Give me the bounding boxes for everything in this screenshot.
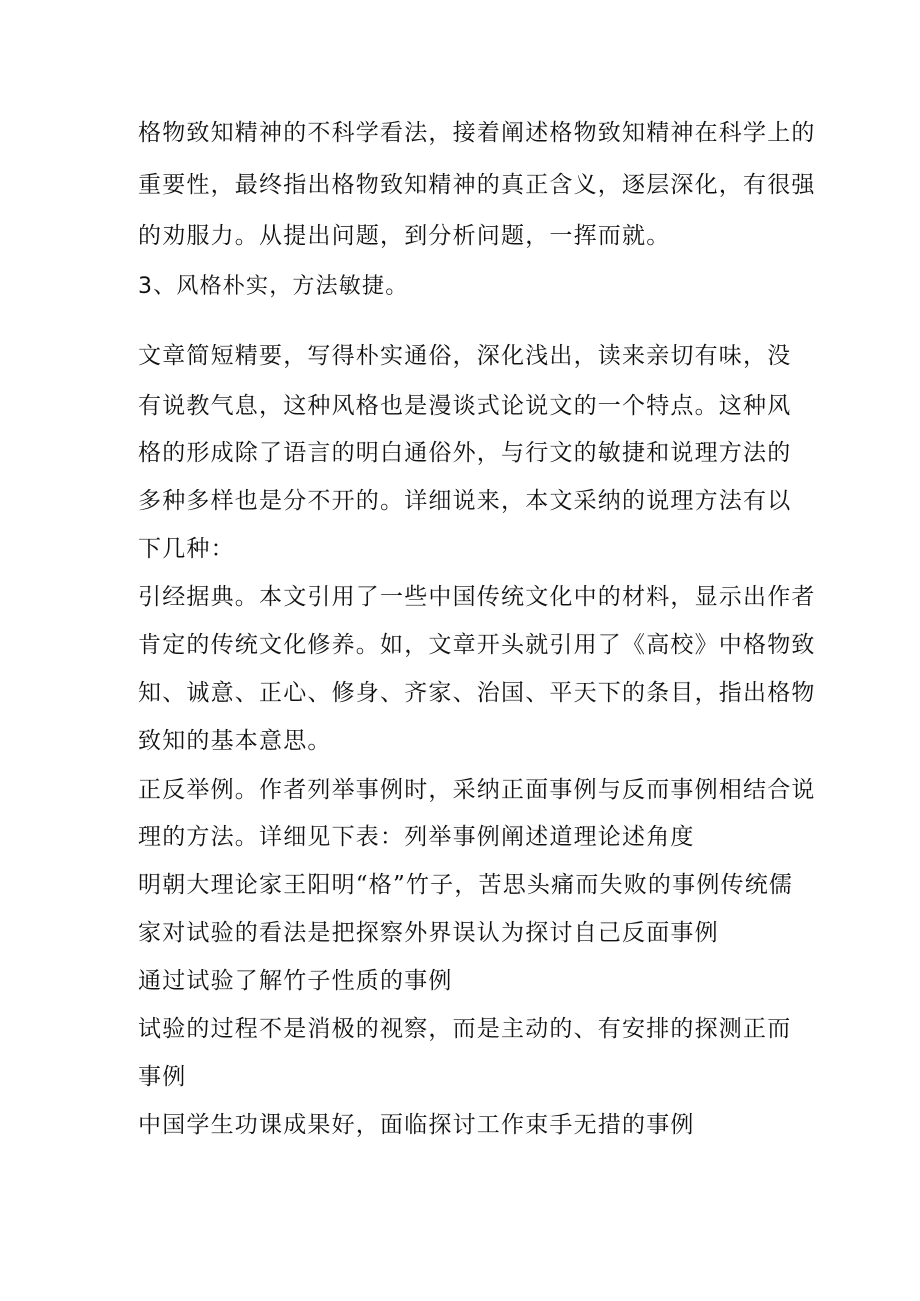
text-line-14: 正反举例。作者列举事例时，采纳正面事例与反而事例相结合说 [138,777,816,803]
text-line-20: 事例 [138,1064,187,1090]
text-line-17: 家对试验的看法是把探察外界误认为探讨自己反面事例 [138,920,719,946]
text-line-7: 格的形成除了语言的明白通俗外，与行文的敏捷和说理方法的 [138,440,792,466]
text-line-5: 文章简短精要，写得朴实通俗，深化浅出，读来亲切有味，没 [138,343,792,369]
text-line-2: 重要性，最终指出格物致知精神的真正含义，逐层深化，有很强 [138,172,816,198]
text-line-6: 有说教气息，这种风格也是漫谈式论说文的一个特点。这种风 [138,393,792,419]
text-line-13: 致知的基本意思。 [138,728,332,754]
text-line-11: 肯定的传统文化修养。如，文章开头就引用了《高校》中格物致 [138,632,816,658]
text-line-10: 引经据典。本文引用了一些中国传统文化中的材料，显示出作者 [138,584,816,610]
text-line-16: 明朝大理论家王阳明“格”竹子，苦思头痛而失败的事例传统儒 [138,872,794,898]
text-line-18: 通过试验了解竹子性质的事例 [138,968,453,994]
text-line-8: 多种多样也是分不开的。详细说来，本文采纳的说理方法有以 [138,488,792,514]
text-line-9: 下几种： [138,536,235,562]
section-heading: 3、风格朴实，方法敏捷。 [138,274,409,299]
text-line-19: 试验的过程不是消极的视察，而是主动的、有安排的探测正而 [138,1016,792,1042]
text-line-12: 知、诚意、正心、修身、齐家、治国、平天下的条目，指出格物 [138,680,816,706]
text-line-1: 格物致知精神的不科学看法，接着阐述格物致知精神在科学上的 [138,120,816,146]
text-line-21: 中国学生功课成果好，面临探讨工作束手无措的事例 [138,1112,695,1138]
text-line-15: 理的方法。详细见下表：列举事例阐述道理论述角度 [138,824,695,850]
text-line-3: 的劝服力。从提出问题，到分析问题，一挥而就。 [138,223,671,249]
